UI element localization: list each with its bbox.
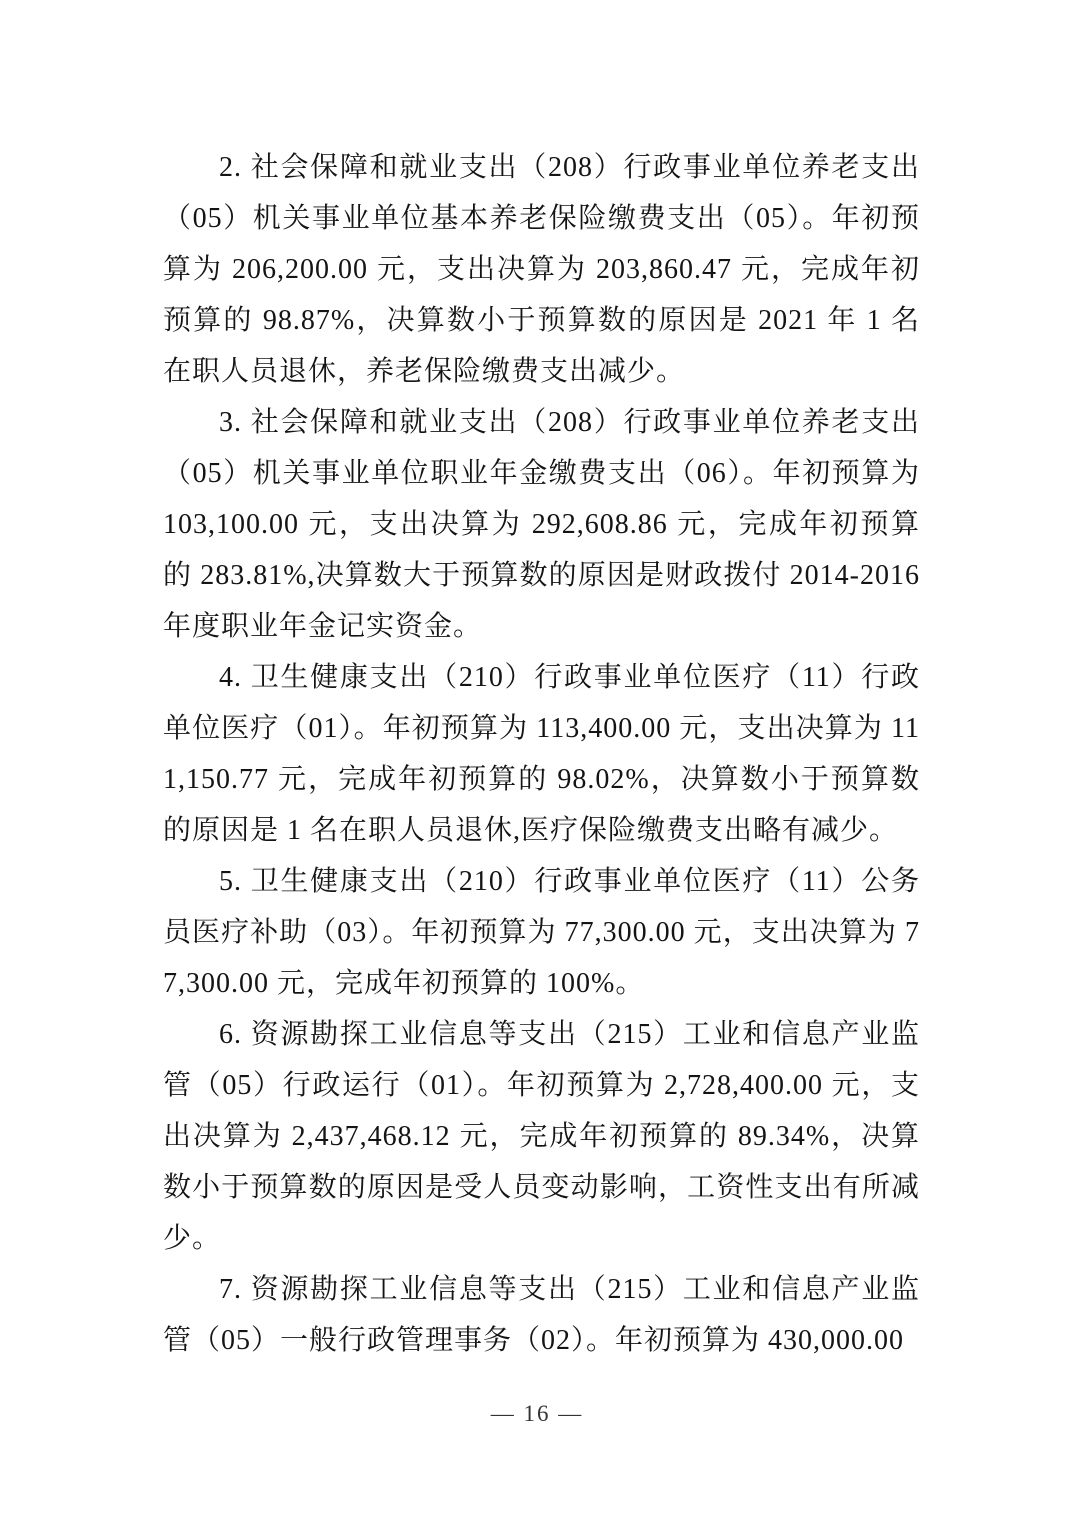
paragraph-budget-item-7: 7. 资源勘探工业信息等支出（215）工业和信息产业监管（05）一般行政管理事务（02）。年初预算为 430,000.00 xyxy=(163,1274,920,1356)
paragraph-budget-item-2: 2. 社会保障和就业支出（208）行政事业单位养老支出（05）机关事业单位基本养老保险缴费支出（05）。年初预算为 206,200.00 元，支出决算为 203,860.47 元，完成年初预算的 98.87%，决算数小于预算数的原因是 2021 年 1 名在职人员退休，养老保险缴费支出减少。 xyxy=(163,152,920,387)
paragraph-budget-item-3: 3. 社会保障和就业支出（208）行政事业单位养老支出（05）机关事业单位职业年金缴费支出（06）。年初预算为 103,100.00 元，支出决算为 292,608.86 元，完成年初预算的 283.81%,决算数大于预算数的原因是财政拨付 2014-2016 年度职业年金记实资金。 xyxy=(163,407,920,642)
paragraph-budget-item-4: 4. 卫生健康支出（210）行政事业单位医疗（11）行政单位医疗（01）。年初预算为 113,400.00 元，支出决算为 111,150.77 元，完成年初预算的 98.02%，决算数小于预算数的原因是 1 名在职人员退休,医疗保险缴费支出略有减少。 xyxy=(163,662,920,846)
document-body xyxy=(163,142,920,1366)
page-number-footer: — 16 — xyxy=(490,1401,584,1426)
paragraph-budget-item-6: 6. 资源勘探工业信息等支出（215）工业和信息产业监管（05）行政运行（01）。年初预算为 2,728,400.00 元，支出决算为 2,437,468.12 元，完成年初预算的 89.34%，决算数小于预算数的原因是受人员变动影响，工资性支出有所减少。 xyxy=(163,1019,920,1254)
paragraph-budget-item-5: 5. 卫生健康支出（210）行政事业单位医疗（11）公务员医疗补助（03）。年初预算为 77,300.00 元，支出决算为 77,300.00 元，完成年初预算的 100%。 xyxy=(163,866,920,999)
